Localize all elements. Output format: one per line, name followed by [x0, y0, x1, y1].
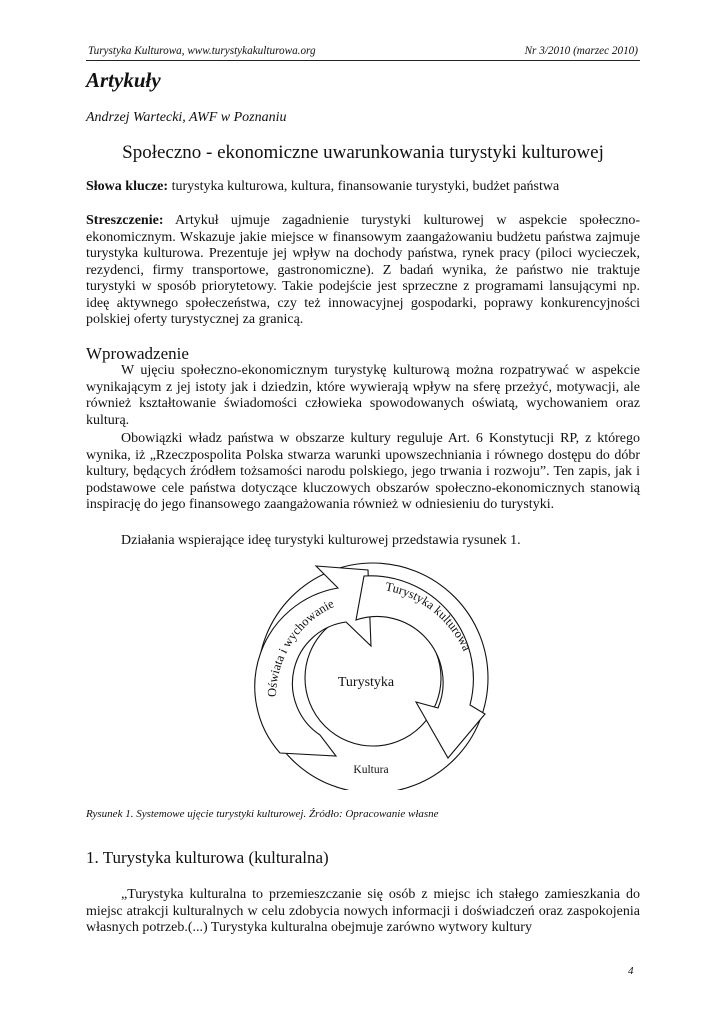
intro-paragraph-1: W ujęciu społeczno-ekonomicznym turystykę kulturową można rozpatrywać w aspekcie wynikającym z jej istoty jak i dziedzin, które wywierają wpływ na sferę przeżyć, motywacji, ale również kształtowanie świadomości człowieka spowodowanych oświatą, wychowaniem oraz kulturą. — [86, 363, 640, 428]
arc-label-right: Turystyka kulturowa — [384, 579, 474, 654]
arc-label-left: Oświata i wychowanie — [264, 596, 337, 698]
abstract — [86, 213, 640, 329]
center-label: Turystyka — [337, 675, 395, 690]
keywords-text: turystyka kulturowa, kultura, finansowanie turystyki, budżet państwa — [171, 179, 560, 194]
keywords-label: Słowa klucze: — [86, 179, 169, 194]
figure-caption: Rysunek 1. Systemowe ujęcie turystyki kulturowej. Źródło: Opracowanie własne — [86, 808, 439, 820]
section1-paragraph-1: „Turystyka kulturalna to przemieszczanie się osób z miejsc ich stałego zamieszkania do miejsc atrakcji kulturalnych w celu zdobycia nowych informacji i doświadczeń oraz zaspokojenia własnych potrzeb.(...) Turystyka kulturalna obejmuje zarówno wytwory kultury — [86, 887, 640, 935]
author-line: Andrzej Wartecki, AWF w Poznaniu — [86, 110, 287, 125]
intro-paragraph-3: Działania wspierające ideę turystyki kulturowej przedstawia rysunek 1. — [121, 533, 521, 548]
article-title: Społeczno - ekonomiczne uwarunkowania turystyki kulturowej — [122, 142, 604, 163]
bottom-label: Kultura — [353, 764, 389, 776]
section1-heading: 1. Turystyka kulturowa (kulturalna) — [86, 848, 329, 867]
journal-name: Turystyka Kulturowa, www.turystykakulturowa.org — [88, 45, 316, 57]
systemic-diagram — [238, 560, 498, 790]
page-number: 4 — [628, 965, 634, 977]
running-header — [86, 44, 640, 61]
intro-heading: Wprowadzenie — [86, 344, 189, 363]
abstract-label: Streszczenie: — [86, 213, 164, 228]
abstract-text: Artykuł ujmuje zagadnienie turystyki kulturowej w aspekcie społeczno-ekonomicznym. Wskazuje jakie miejsce w finansowym zaangażowaniu budżetu państwa zajmuje turystyka kulturowa. Prezentuje jej wpływ na dochody państwa, rynek pracy (piloci wycieczek, rezydenci, firmy transportowe, gastronomiczne). Z badań wynika, że państwo nie traktuje turystyki w sposób priorytetowy. Takie podejście jest sprzeczne z programami lansującymi np. ideę aktywnego społeczeństwa, czy też innowacyjnej gospodarki, poprawy konkurencyjności polskiej oferty turystycznej za granicą. — [86, 213, 640, 327]
keywords — [86, 179, 640, 196]
issue-number: Nr 3/2010 (marzec 2010) — [524, 45, 638, 57]
intro-paragraph-2: Obowiązki władz państwa w obszarze kultury reguluje Art. 6 Konstytucji RP, z którego wynika, iż „Rzeczpospolita Polska stwarza warunki upowszechniania i równego dostępu do dóbr kultury, będących źródłem tożsamości narodu polskiego, jego trwania i rozwoju”. Ten zapis, jak i podstawowe cele państwa dotyczące kluczowych obszarów społeczno-ekonomicznych stanowią inspirację do jego finansowego zaangażowania również w odniesieniu do turystyki. — [86, 431, 640, 512]
section-title: Artykuły — [86, 68, 161, 92]
